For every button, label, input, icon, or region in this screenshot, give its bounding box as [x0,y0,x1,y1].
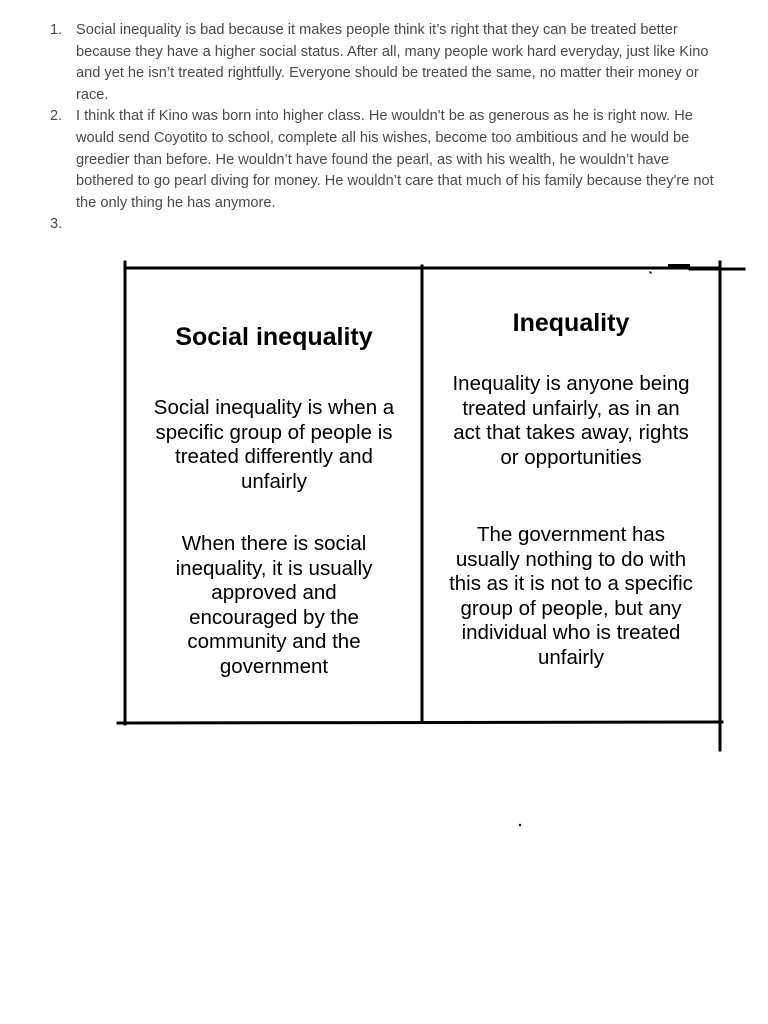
answer-item-1 [40,20,730,106]
answer-text [76,216,80,232]
answer-list [40,20,730,236]
answer-number: 1. [50,22,63,38]
table-bottom-border [118,722,722,723]
social-inequality-note-cell [126,532,422,680]
inequality-definition-cell [422,372,720,470]
inequality-definition: Inequality is anyone being treated unfairly, as in an act that takes away, rights or opportunities [452,372,690,469]
answer-item-3 [40,214,730,236]
social-inequality-definition: Social inequality is when a specific group of people is treated differently and unfairly [153,396,395,493]
social-inequality-definition-cell [126,396,422,494]
inequality-note: The government has usually nothing to do with this as it is not to a specific group of people, but any individual who is treated unfairly [449,523,693,669]
inequality-heading-cell [422,308,720,338]
inequality-note-cell [422,523,720,671]
answer-text: I think that if Kino was born into higher class. He wouldn't be as generous as he is right now. He would send Coyotito to school, complete all his wishes, become too ambitious and he would be greedier than before. He wouldn’t have found the pearl, as with his wealth, he wouldn’t have bothered to go pearl diving for money. He wouldn’t care that much of his family because they're not the only thing he has anymore. [76,108,714,211]
answer-item-2 [40,106,730,214]
social-inequality-heading-cell [126,322,422,352]
social-inequality-note: When there is social inequality, it is usually approved and encouraged by the community and the government [175,532,373,678]
stray-dot [519,824,521,826]
answer-number: 3. [50,216,63,233]
table-tick-mark [650,272,651,273]
inequality-heading: Inequality [512,309,630,337]
answer-number: 2. [50,108,63,125]
answer-text: Social inequality is bad because it makes people think it’s right that they can be treated better because they have a higher social status. After all, many people work hard everyday, just like Kino and yet he isn’t treated rightfully. Everyone should be treated the same, no matter their money or race. [76,22,709,103]
social-inequality-heading: Social inequality [175,323,373,351]
